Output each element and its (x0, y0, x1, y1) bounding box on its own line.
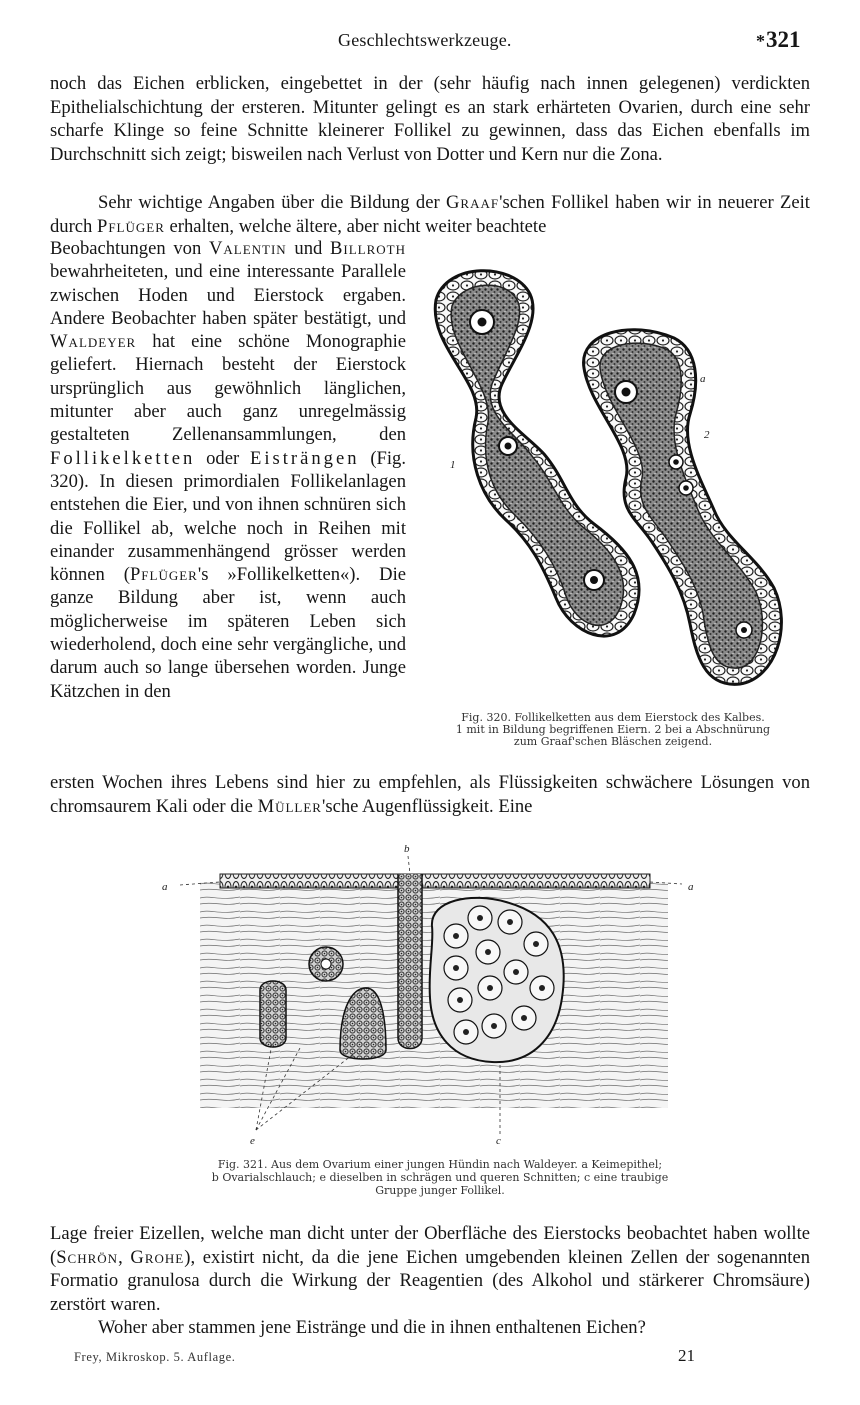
paragraph-2: Sehr wichtige Angaben über die Bildung der Graaf'schen Follikel haben wir in neuerer Zeit durch Pflüger erhalten, welche ältere, aber nicht weiter beachtete (50, 192, 810, 237)
author-valentin: Valentin (208, 238, 287, 259)
fig321-label-b: b (404, 843, 410, 855)
fig321-label-a-right: a (688, 881, 694, 893)
author-schroen: Schrön (56, 1246, 119, 1268)
paragraph-3-beside-figure: Beobachtungen von Valentin und Billroth bewahrheiteten, und eine interessante Parallele zwischen Hoden und Eierstock ergaben. Andere Beobachter haben später bestätigt, und Waldeyer hat eine schöne Monographie geliefert. Hiernach besteht der Eierstock ursprünglich aus gewöhnlich länglichen, mitunter aber auch ganz unregelmässig gestalteten Zellenansammlungen, den Follikelketten oder Eisträngen (Fig. 320). In diesen primordialen Follikelanlagen entstehen die Eier, und von ihnen schnüren sich die Follikel ab, welche noch in Reihen mit einander zusammenhängend grösser werden können (Pflüger's »Follikelketten«). Die ganze Bildung aber ist, wenn auch möglicherweise im späteren Leben sich wiederholend, doch eine sehr vergängliche, und darum auch so lange übersehen worden. Junge Kätzchen in den (50, 238, 406, 702)
paragraph-4: ersten Wochen ihres Lebens sind hier zu empfehlen, als Flüssigkeiten schwächere Lösungen von chromsaurem Kali oder die Müller'sche Augenflüssigkeit. Eine (50, 772, 810, 817)
page-header (0, 27, 860, 58)
keimepithel (220, 874, 650, 888)
author-pflueger-2: Pflüger (129, 564, 198, 586)
paragraph-5: Lage freier Eizellen, welche man dicht unter der Oberfläche des Eierstocks beobachtet haben wollte (Schrön, Grohe), existirt nicht, da die jene Eichen umgebenden kleinen Zellen der sogenannten Formatio granulosa durch die Wirkung der Reagentien (des Alkohol und stärkerer Chromsäure) zerstört waren. (50, 1223, 810, 1315)
ovarium-section-illustration (160, 838, 710, 1148)
fig321-label-a-left: a (162, 881, 168, 893)
follicle-chains-illustration (418, 258, 808, 708)
running-head: Geschlechtswerkzeuge. (338, 30, 512, 50)
term-follikelketten: Follikelketten (50, 447, 196, 469)
term-eistraengen: Eisträngen (250, 447, 360, 469)
fig321-label-e: e (250, 1135, 255, 1147)
paragraph-6: Woher aber stammen jene Eistränge und die in ihnen enthaltenen Eichen? (98, 1317, 646, 1338)
page-number: * 321 (756, 27, 801, 53)
fig321-label-c: c (496, 1135, 501, 1147)
ovarialschlauch (398, 874, 422, 1049)
author-waldeyer: Waldeyer (50, 331, 137, 353)
oblique-section-2 (260, 981, 286, 1047)
footer-sheet-number: 21 (678, 1346, 695, 1365)
paragraph-1: noch das Eichen erblicken, eingebettet in der (sehr häufig nach innen gelegenen) verdickten Epithelialschichtung der ersteren. Mitunter gelingt es an stark erhärteten Ovarien, durch eine sehr scharfe Klinge so feine Schnitte kleinerer Follikel zu gewinnen, dass das Eichen ebenfalls im Durchschnitt sich zeigt; bisweilen nach Verlust von Dotter und Kern nur die Zona. (50, 73, 810, 165)
figure-320-caption: Fig. 320. Follikelketten aus dem Eierstock des Kalbes. 1 mit in Bildung begriffenen Eiern. 2 bei a Abschnürung zum Graaf'schen Bläschen zeigend. (455, 711, 771, 748)
figure-321-caption: Fig. 321. Aus dem Ovarium einer jungen Hündin nach Waldeyer. a Keimepithel; b Ovarialschlauch; e dieselben in schrägen und queren Schnitten; c eine traubige Gruppe junger Follikel. (211, 1158, 669, 1197)
fig320-label-a: a (700, 373, 706, 385)
fig320-label-1: 1 (450, 459, 456, 471)
author-graaf: Graaf (445, 192, 500, 213)
follicle-chain-1 (435, 271, 639, 636)
author-mueller: Müller (257, 795, 322, 817)
figure-321-ovarium (160, 838, 710, 1148)
fig320-label-2: 2 (704, 429, 710, 441)
author-pflueger: Pflüger (96, 215, 165, 237)
author-billroth: Billroth (329, 238, 406, 259)
author-grohe: Grohe (130, 1246, 185, 1268)
footer-signature: Frey, Mikroskop. 5. Auflage. (74, 1350, 236, 1364)
figure-320-follikelketten (418, 258, 808, 708)
